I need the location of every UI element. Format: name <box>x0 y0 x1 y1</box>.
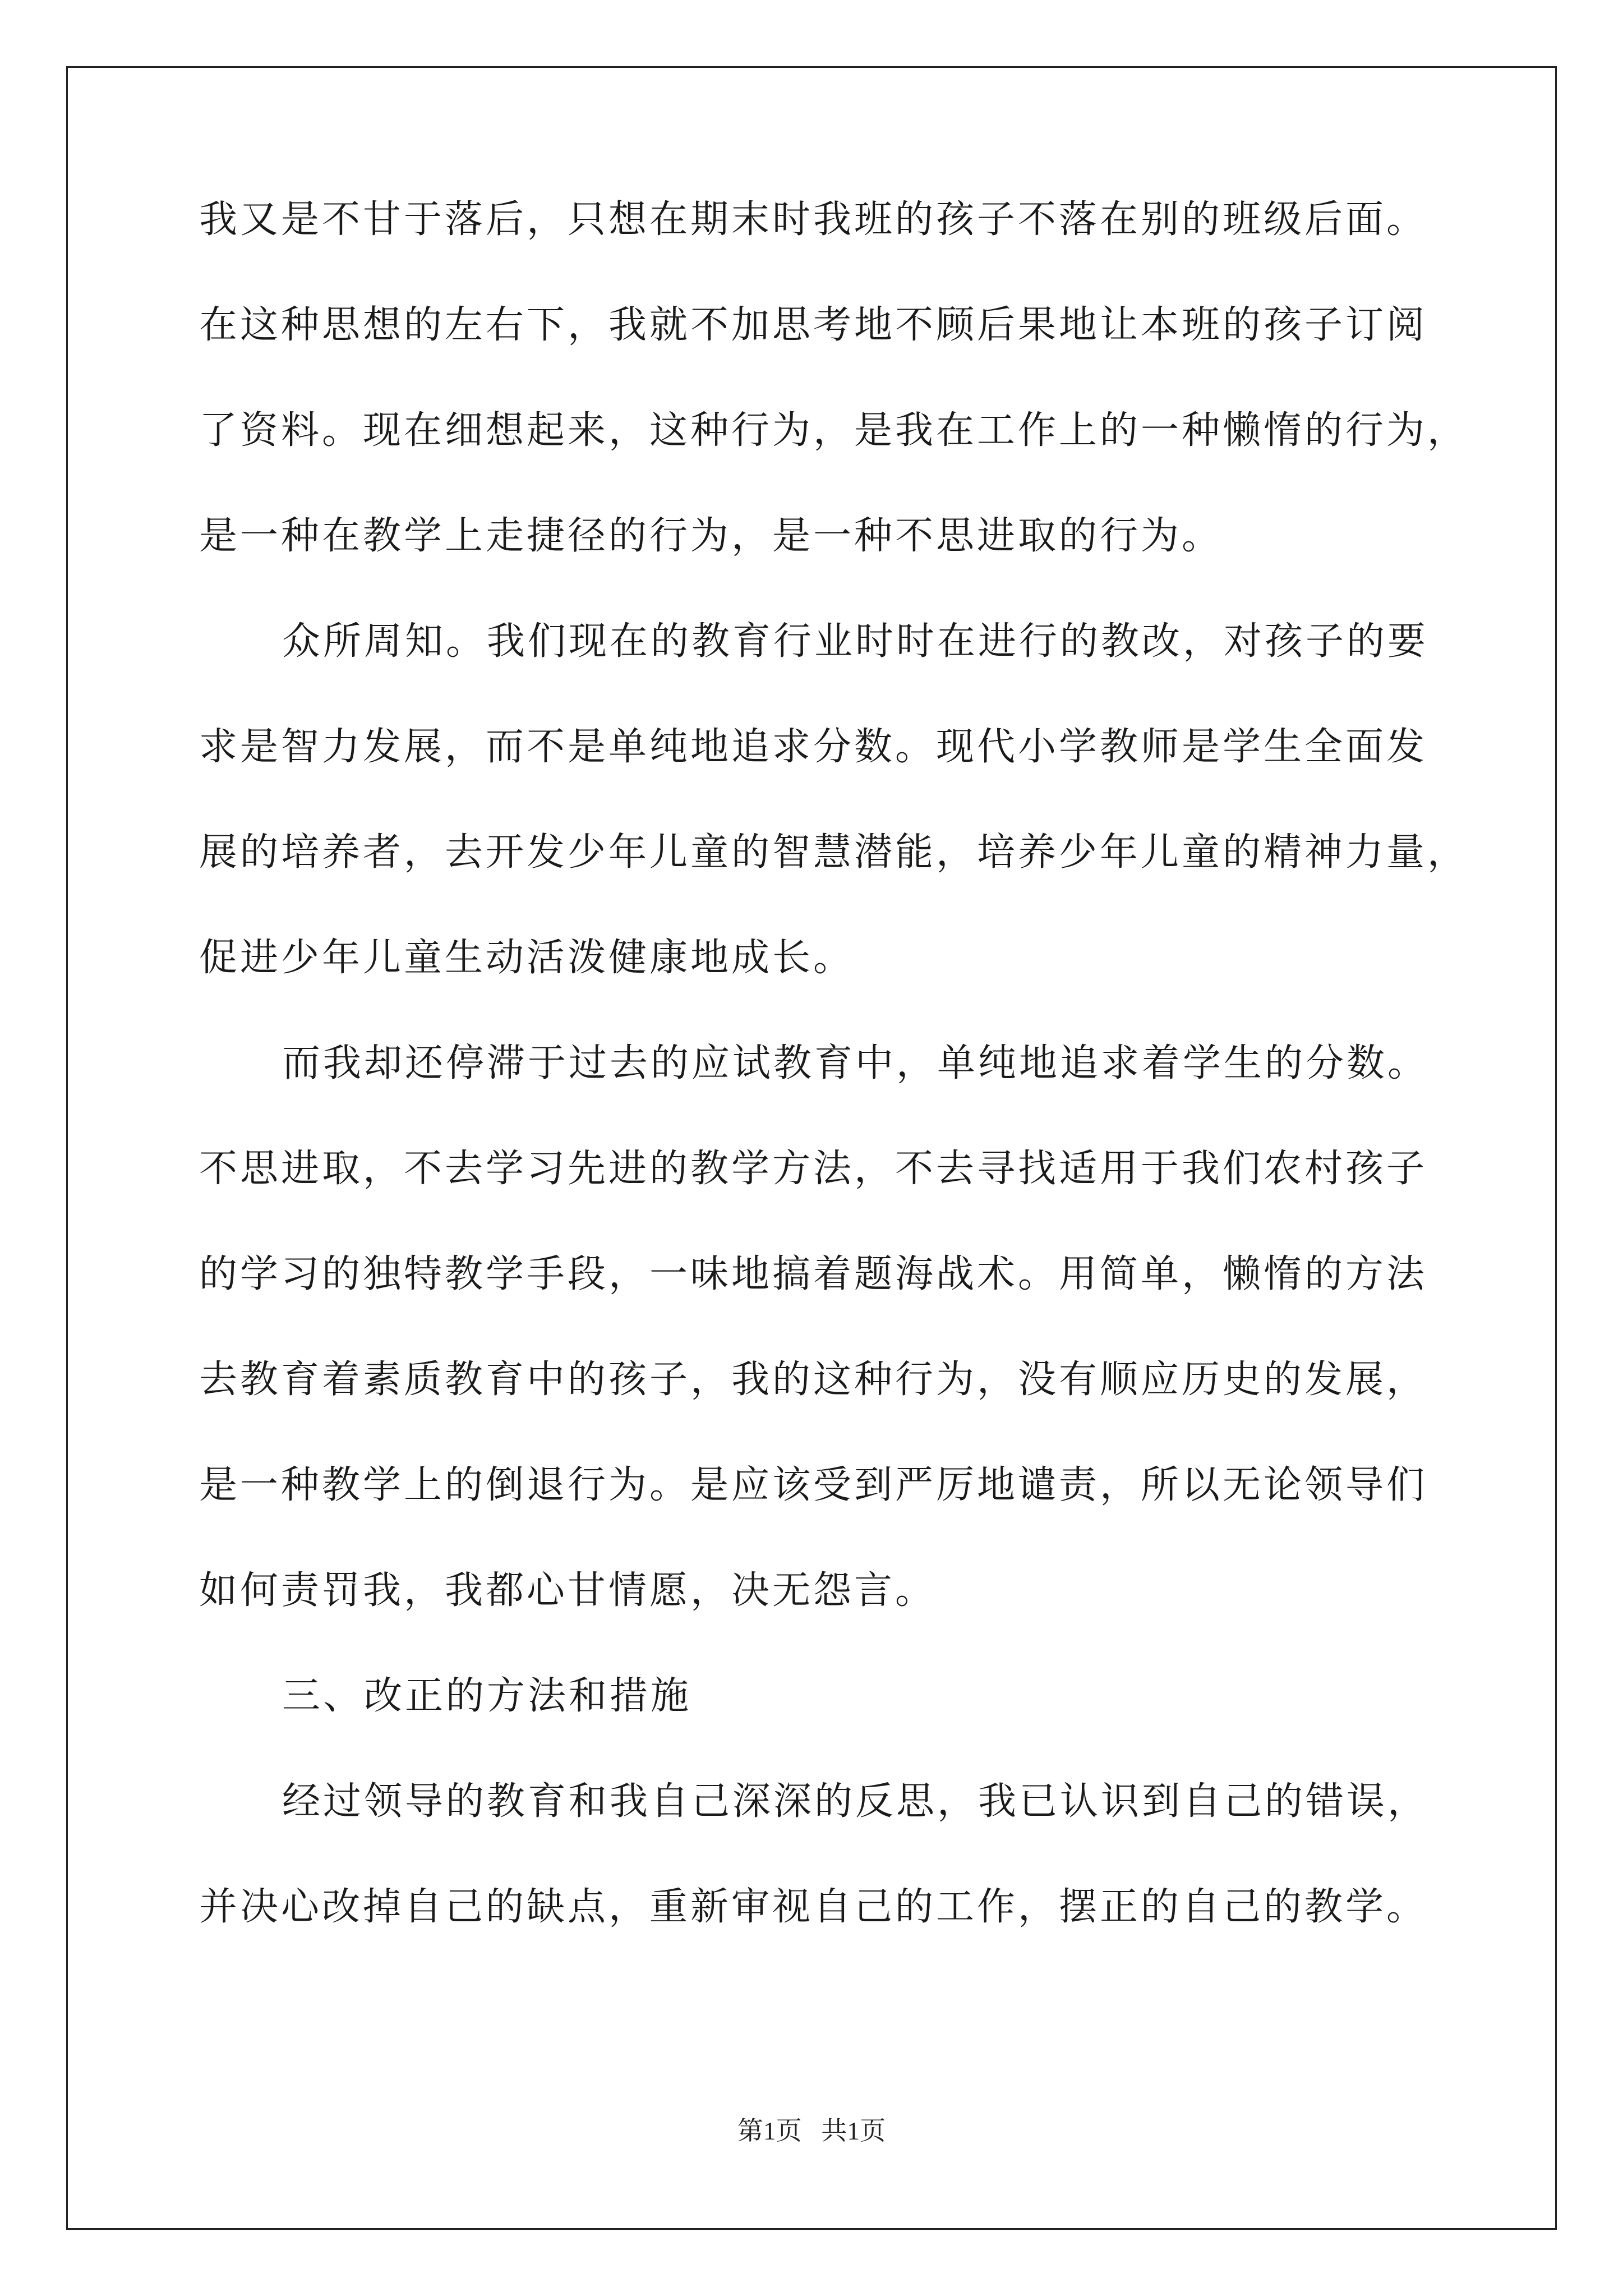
section-heading: 三、改正的方法和措施 <box>282 1674 692 1718</box>
text-line: 促进少年儿童生动活泼健康地成长。 <box>199 936 855 980</box>
paragraph-first-line: 众所周知。我们现在的教育行业时时在进行的教改，对孩子的要 <box>282 619 1429 664</box>
text-line: 在这种思想的左右下，我就不加思考地不顾后果地让本班的孩子订阅 <box>199 303 1428 347</box>
text-line: 是一种在教学上走捷径的行为，是一种不思进取的行为。 <box>199 514 1223 558</box>
page-number-footer: 第1页 共1页 <box>737 2116 886 2145</box>
text-line: 了资料。现在细想起来，这种行为，是我在工作上的一种懒惰的行为， <box>199 408 1469 453</box>
document-body <box>199 199 1467 1992</box>
paragraph-first-line: 经过领导的教育和我自己深深的反思，我已认识到自己的错误， <box>282 1779 1429 1824</box>
text-line: 的学习的独特教学手段，一味地搞着题海战术。用简单，懒惰的方法 <box>199 1252 1428 1296</box>
text-line: 求是智力发展，而不是单纯地追求分数。现代小学教师是学生全面发 <box>199 725 1428 769</box>
text-line: 去教育着素质教育中的孩子，我的这种行为，没有顺应历史的发展， <box>199 1358 1428 1402</box>
text-line: 展的培养者，去开发少年儿童的智慧潜能，培养少年儿童的精神力量， <box>199 830 1469 875</box>
text-line: 是一种教学上的倒退行为。是应该受到严厉地谴责，所以无论领导们 <box>199 1463 1428 1507</box>
text-line: 我又是不甘于落后，只想在期末时我班的孩子不落在别的班级后面。 <box>199 197 1428 242</box>
text-line: 如何责罚我，我都心甘情愿，决无怨言。 <box>199 1568 937 1613</box>
paragraph-first-line: 而我却还停滞于过去的应试教育中，单纯地追求着学生的分数。 <box>282 1041 1429 1085</box>
text-line: 并决心改掉自己的缺点，重新审视自己的工作，摆正的自己的教学。 <box>199 1885 1428 1929</box>
text-line: 不思进取，不去学习先进的教学方法，不去寻找适用于我们农村孩子 <box>199 1147 1428 1191</box>
